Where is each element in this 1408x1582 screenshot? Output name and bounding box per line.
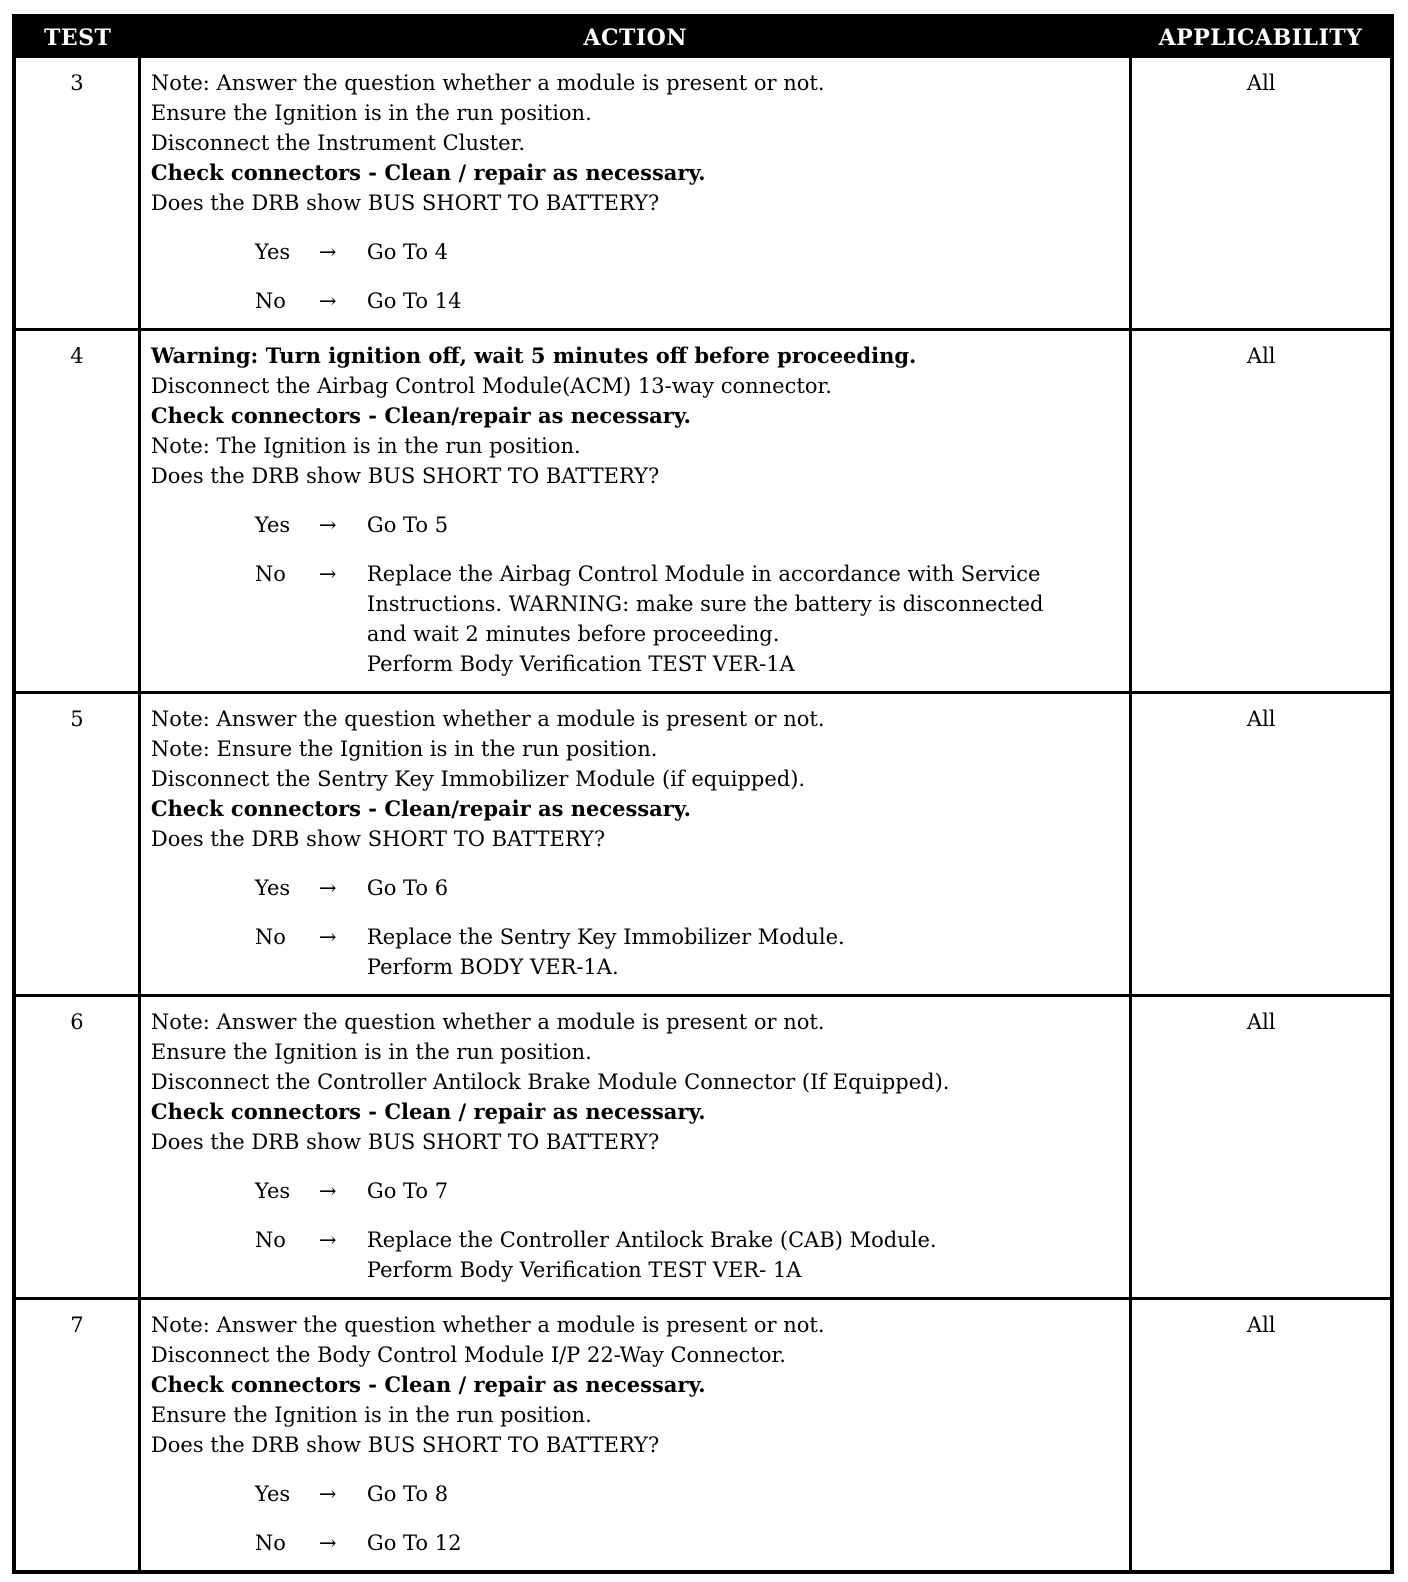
yes-result (367, 510, 1124, 540)
action-cell (139, 996, 1131, 1299)
arrow-icon: → (318, 925, 337, 949)
diagnostic-test-table (16, 18, 1390, 1570)
yes-result (367, 237, 1124, 267)
action-line: Disconnect the Instrument Cluster. (150, 131, 526, 155)
result-line: Go To 4 (366, 240, 449, 264)
no-branch (255, 1528, 1124, 1558)
yes-branch (255, 1479, 1124, 1509)
yes-label: Yes (254, 1482, 291, 1506)
no-branch (255, 559, 1124, 679)
table-row (16, 58, 1390, 330)
table-row (16, 996, 1390, 1299)
yes-branch (255, 510, 1124, 540)
result-line: Instructions. WARNING: make sure the battery is disconnected (366, 592, 1044, 616)
action-line-bold: Check connectors - Clean/repair as necessary. (150, 796, 691, 821)
no-branch (255, 922, 1124, 982)
action-question: Does the DRB show BUS SHORT TO BATTERY? (150, 464, 660, 488)
action-question: Does the DRB show SHORT TO BATTERY? (150, 827, 606, 851)
result-line: Go To 12 (366, 1531, 462, 1555)
applicability-cell: All (1246, 71, 1276, 95)
action-line: Note: Ensure the Ignition is in the run position. (150, 737, 658, 761)
action-line: Disconnect the Airbag Control Module(ACM) 13-way connector. (150, 374, 832, 398)
yes-label: Yes (254, 1179, 291, 1203)
header-applicability: APPLICABILITY (1131, 18, 1390, 58)
arrow-icon: → (318, 1482, 337, 1506)
test-number: 3 (16, 58, 139, 330)
no-label: No (254, 289, 286, 313)
test-number: 5 (16, 693, 139, 996)
action-line: Note: Answer the question whether a module is present or not. (150, 707, 825, 731)
test-number: 6 (16, 996, 139, 1299)
yes-branch (255, 237, 1124, 267)
header-action: ACTION (139, 18, 1131, 58)
no-result (367, 559, 1124, 679)
action-line: Disconnect the Body Control Module I/P 22-Way Connector. (150, 1343, 786, 1367)
yes-branch (255, 873, 1124, 903)
result-line: and wait 2 minutes before proceeding. (366, 622, 780, 646)
yes-result (367, 1479, 1124, 1509)
result-line: Go To 7 (366, 1179, 449, 1203)
no-label: No (254, 1531, 286, 1555)
result-line: Perform BODY VER-1A. (366, 955, 619, 979)
result-line: Replace the Controller Antilock Brake (CAB) Module. (366, 1228, 937, 1252)
no-result (367, 1225, 1124, 1285)
result-line: Go To 5 (366, 513, 449, 537)
header-row (16, 18, 1390, 58)
no-label: No (254, 562, 286, 586)
applicability-cell: All (1131, 693, 1390, 996)
action-line-bold: Check connectors - Clean / repair as necessary. (150, 1372, 706, 1397)
action-question: Does the DRB show BUS SHORT TO BATTERY? (150, 191, 660, 215)
action-line-bold: Warning: Turn ignition off, wait 5 minutes off before proceeding. (150, 343, 917, 368)
arrow-icon: → (318, 513, 337, 537)
action-cell (139, 330, 1131, 693)
arrow-icon: → (318, 1228, 337, 1252)
result-line: Perform Body Verification TEST VER-1A (366, 652, 795, 676)
test-number: 7 (16, 1299, 139, 1571)
no-label: No (254, 925, 286, 949)
action-question: Does the DRB show BUS SHORT TO BATTERY? (150, 1130, 660, 1154)
action-line: Ensure the Ignition is in the run position. (150, 1403, 592, 1427)
no-label: No (254, 1228, 286, 1252)
no-branch (255, 286, 1124, 316)
applicability-cell: All (1131, 330, 1390, 693)
diagnostic-table-page (12, 14, 1394, 1574)
no-result (367, 1528, 1124, 1558)
yes-label: Yes (254, 240, 291, 264)
action-question: Does the DRB show BUS SHORT TO BATTERY? (150, 1433, 660, 1457)
no-result (367, 286, 1124, 316)
action-line-bold: Check connectors - Clean/repair as necessary. (150, 403, 691, 428)
action-cell (139, 1299, 1131, 1571)
table-row (16, 1299, 1390, 1571)
arrow-icon: → (318, 1531, 337, 1555)
result-line: Go To 8 (366, 1482, 449, 1506)
result-line: Replace the Sentry Key Immobilizer Module. (366, 925, 845, 949)
action-line: Note: The Ignition is in the run position. (150, 434, 581, 458)
arrow-icon: → (318, 289, 337, 313)
no-branch (255, 1225, 1124, 1285)
header-test: TEST (16, 18, 139, 58)
result-line: Perform Body Verification TEST VER- 1A (366, 1258, 802, 1282)
action-line: Ensure the Ignition is in the run position. (150, 1040, 592, 1064)
result-line: Replace the Airbag Control Module in accordance with Service (366, 562, 1041, 586)
table-row (16, 693, 1390, 996)
action-line: Note: Answer the question whether a module is present or not. (150, 1010, 825, 1034)
action-cell (139, 58, 1131, 330)
yes-result (367, 1176, 1124, 1206)
action-line: Note: Answer the question whether a module is present or not. (150, 71, 825, 95)
arrow-icon: → (318, 240, 337, 264)
arrow-icon: → (318, 1179, 337, 1203)
arrow-icon: → (318, 562, 337, 586)
yes-branch (255, 1176, 1124, 1206)
yes-result (367, 873, 1124, 903)
action-line: Disconnect the Controller Antilock Brake Module Connector (If Equipped). (150, 1070, 950, 1094)
yes-label: Yes (254, 513, 291, 537)
action-line: Disconnect the Sentry Key Immobilizer Module (if equipped). (150, 767, 806, 791)
action-line-bold: Check connectors - Clean / repair as necessary. (150, 1099, 706, 1124)
action-line: Ensure the Ignition is in the run position. (150, 101, 592, 125)
action-line-bold: Check connectors - Clean / repair as necessary. (150, 160, 706, 185)
test-number: 4 (16, 330, 139, 693)
applicability-cell: All (1131, 1299, 1390, 1571)
result-line: Go To 14 (366, 289, 462, 313)
result-line: Go To 6 (366, 876, 449, 900)
table-row (16, 330, 1390, 693)
applicability-cell: All (1131, 996, 1390, 1299)
yes-label: Yes (254, 876, 291, 900)
action-cell (139, 693, 1131, 996)
action-line: Note: Answer the question whether a module is present or not. (150, 1313, 825, 1337)
no-result (367, 922, 1124, 982)
arrow-icon: → (318, 876, 337, 900)
